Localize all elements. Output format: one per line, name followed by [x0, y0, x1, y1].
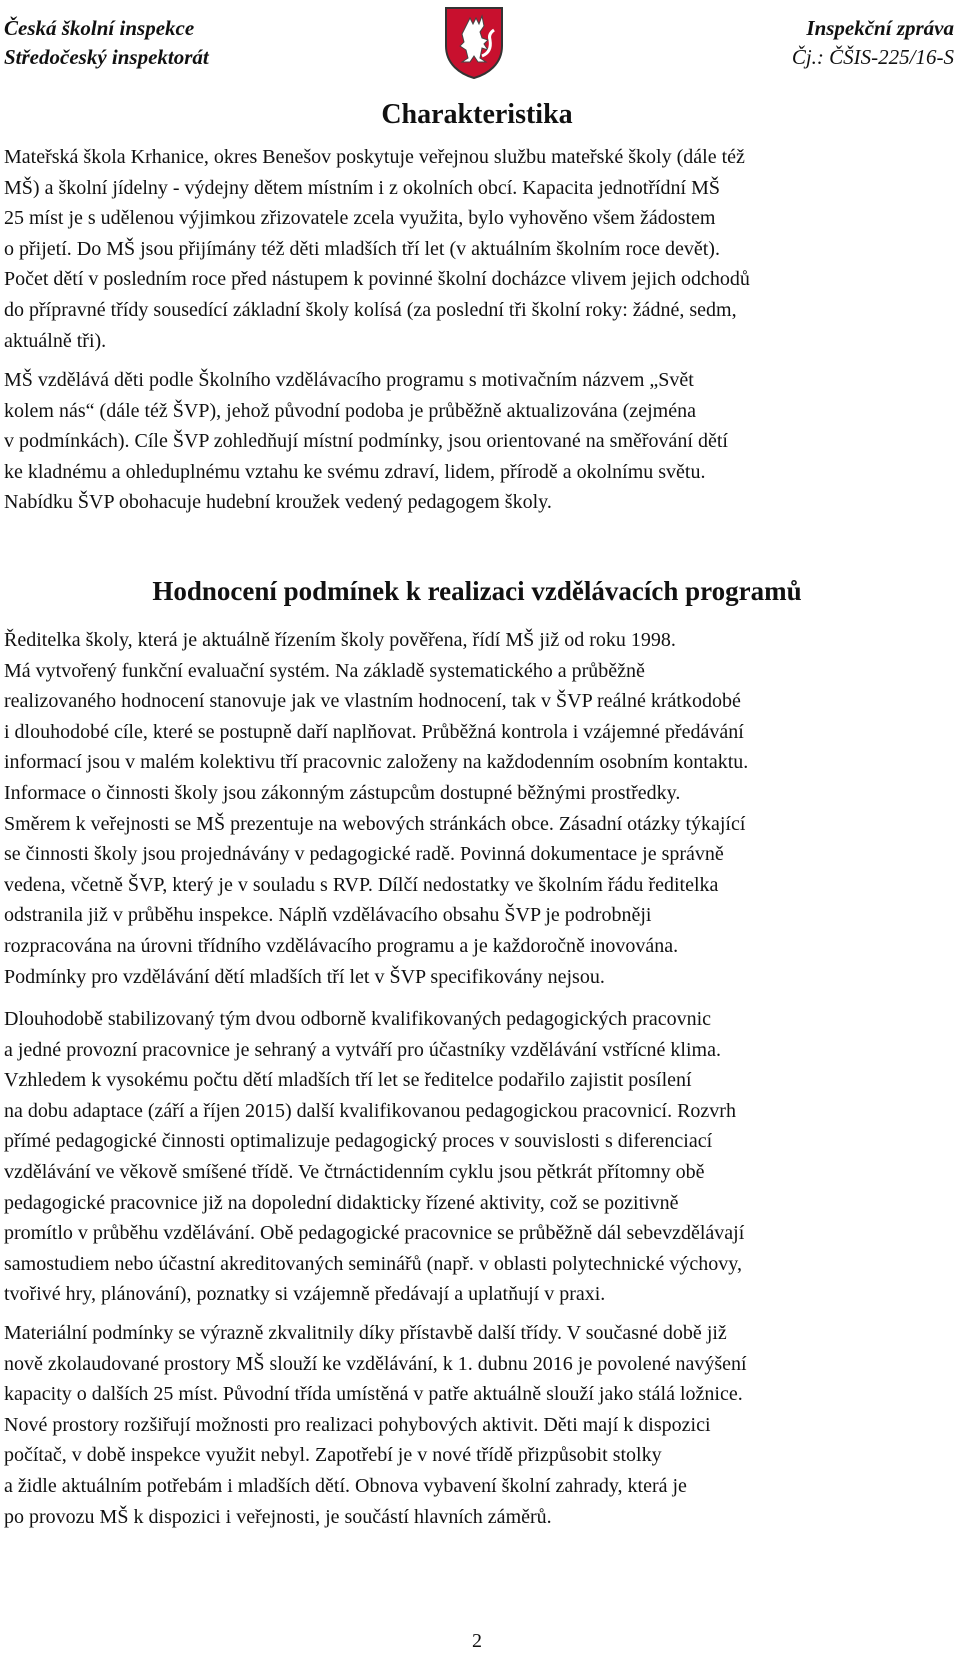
- text-line: realizovaného hodnocení stanovuje jak ve vlastním hodnocení, tak v ŠVP reálné krátkodobé: [4, 690, 741, 713]
- page-title: Charakteristika: [381, 99, 573, 130]
- text-line: rozpracována na úrovni třídního vzdělávacího programu a je každoročně inovována.: [4, 934, 679, 957]
- paragraph-conditions-2: [4, 1004, 958, 1310]
- text-line: Informace o činnosti školy jsou zákonným zástupcům dostupné běžnými prostředky.: [4, 781, 681, 804]
- text-line: MŠ vzdělává děti podle Školního vzdělávacího programu s motivačním názvem „Svět: [4, 369, 694, 391]
- text-line: nově zkolaudované prostory MŠ slouží ke vzdělávání, k 1. dubnu 2016 je povolené navýšení: [4, 1352, 747, 1375]
- text-line: Mateřská škola Krhanice, okres Benešov poskytuje veřejnou službu mateřské školy (dále též: [4, 146, 745, 168]
- reference-number: Čj.: ČŠIS-225/16-S: [791, 45, 954, 69]
- report-type: Inspekční zpráva: [806, 16, 954, 40]
- text-line: se činnosti školy jsou projednávány v pedagogické radě. Povinná dokumentace je správně: [4, 843, 724, 866]
- text-line: tvořivé hry, plánování), poznatky si vzájemně předávají a uplatňují v praxi.: [4, 1283, 606, 1306]
- text-line: i dlouhodobé cíle, které se postupně daří naplňovat. Průběžná kontrola i vzájemné předávání: [4, 720, 744, 743]
- text-line: v podmínkách). Cíle ŠVP zohledňují místní podmínky, jsou orientované na směřování dětí: [4, 430, 728, 453]
- text-line: přímé pedagogické činnosti optimalizuje pedagogický proces v souvislosti s diferenciací: [4, 1130, 713, 1153]
- text-line: vzdělávání ve věkově smíšené třídě. Ve čtrnáctidenním cyklu jsou pětkrát přítomny obě: [4, 1160, 705, 1183]
- text-line: Nové prostory rozšiřují možnosti pro realizaci pohybových aktivit. Děti mají k dispozici: [4, 1413, 711, 1436]
- text-line: Má vytvořený funkční evaluační systém. Na základě systematického a průběžně: [4, 659, 645, 682]
- institution-name: Česká školní inspekce: [4, 16, 195, 40]
- text-line: promítlo v průběhu vzdělávání. Obě pedagogické pracovnice se průběžně dál sebevzdělávají: [4, 1222, 745, 1245]
- paragraph-conditions-3: [4, 1318, 958, 1532]
- page-number: 2: [472, 1630, 482, 1652]
- text-line: Nabídku ŠVP obohacuje hudební kroužek vedený pedagogem školy.: [4, 491, 552, 514]
- text-line: Materiální podmínky se výrazně zkvalitnily díky přístavbě další třídy. V současné době již: [4, 1322, 727, 1344]
- section-heading: Hodnocení podmínek k realizaci vzdělávacích programů: [152, 576, 802, 606]
- text-line: a židle aktuálním potřebám i mladších dětí. Obnova vybavení školní zahrady, která je: [4, 1474, 687, 1497]
- paragraph-characteristics-2: [4, 365, 958, 518]
- paragraph-conditions-1: [4, 625, 958, 992]
- text-line: Směrem k veřejnosti se MŠ prezentuje na webových stránkách obce. Zásadní otázky týkající: [4, 812, 746, 835]
- paragraph-characteristics-1: [4, 142, 958, 356]
- text-line: pedagogické pracovnice již na dopolední didakticky řízené aktivity, což se pozitivně: [4, 1191, 679, 1214]
- text-line: počítač, v době inspekce využit nebyl. Zapotřebí je v nové třídě přizpůsobit stolky: [4, 1444, 662, 1467]
- text-line: a jedné provozní pracovnice je sehraný a vytváří pro účastníky vzdělávání vstřícné klima.: [4, 1038, 721, 1061]
- text-line: aktuálně tři).: [4, 329, 107, 352]
- text-line: o přijetí. Do MŠ jsou přijímány též děti mladších tří let (v aktuálním školním roce devět).: [4, 237, 720, 260]
- text-line: ke kladnému a ohleduplnému vztahu ke svému zdraví, lidem, přírodě a okolnímu světu.: [4, 460, 706, 483]
- header-left: [4, 14, 209, 72]
- text-line: kapacity o dalších 25 míst. Původní třída umístěná v patře aktuálně slouží jako stálá ložnice.: [4, 1383, 743, 1406]
- text-line: Počet dětí v posledním roce před nástupem k povinné školní docházce vlivem jejich odchodů: [4, 268, 750, 291]
- text-line: vedena, včetně ŠVP, který je v souladu s RVP. Dílčí nedostatky ve školním řádu ředitelka: [4, 873, 719, 896]
- text-line: Dlouhodobě stabilizovaný tým dvou odborně kvalifikovaných pedagogických pracovnic: [4, 1008, 712, 1030]
- text-line: MŠ) a školní jídelny - výdejny dětem místním i z okolních obcí. Kapacita jednotřídní MŠ: [4, 176, 721, 199]
- text-line: 25 míst je s udělenou výjimkou zřizovatele zcela využita, bylo vyhověno všem žádostem: [4, 207, 716, 230]
- header-right: [792, 14, 954, 72]
- text-line: na dobu adaptace (září a říjen 2015) další kvalifikovanou pedagogickou pracovnicí. Rozvrh: [4, 1099, 736, 1122]
- text-line: Podmínky pro vzdělávání dětí mladších tří let v ŠVP specifikovány nejsou.: [4, 965, 605, 988]
- text-line: po provozu MŠ k dispozici i veřejnosti, je součástí hlavních záměrů.: [4, 1505, 552, 1528]
- text-line: informací jsou v malém kolektivu tří pracovnic založeny na každodenním osobním kontaktu.: [4, 751, 749, 774]
- text-line: Vzhledem k vysokému počtu dětí mladších tří let se ředitelce podařilo zajistit posílení: [4, 1069, 692, 1092]
- text-line: odstranila již v průběhu inspekce. Náplň vzdělávacího obsahu ŠVP je podrobněji: [4, 904, 652, 927]
- text-line: samostudiem nebo účastní akreditovaných seminářů (např. v oblasti polytechnické výchovy,: [4, 1252, 742, 1275]
- text-line: do přípravné třídy sousedící základní školy kolísá (za poslední tři školní roky: žádné, sedm,: [4, 298, 737, 321]
- inspectorate-name: Středočeský inspektorát: [4, 45, 209, 69]
- text-line: Ředitelka školy, která je aktuálně řízením školy pověřena, řídí MŠ již od roku 1998.: [4, 629, 676, 651]
- czech-lion-emblem-icon: [442, 4, 506, 80]
- text-line: kolem nás“ (dále též ŠVP), jehož původní podoba je průběžně aktualizována (zejména: [4, 399, 696, 422]
